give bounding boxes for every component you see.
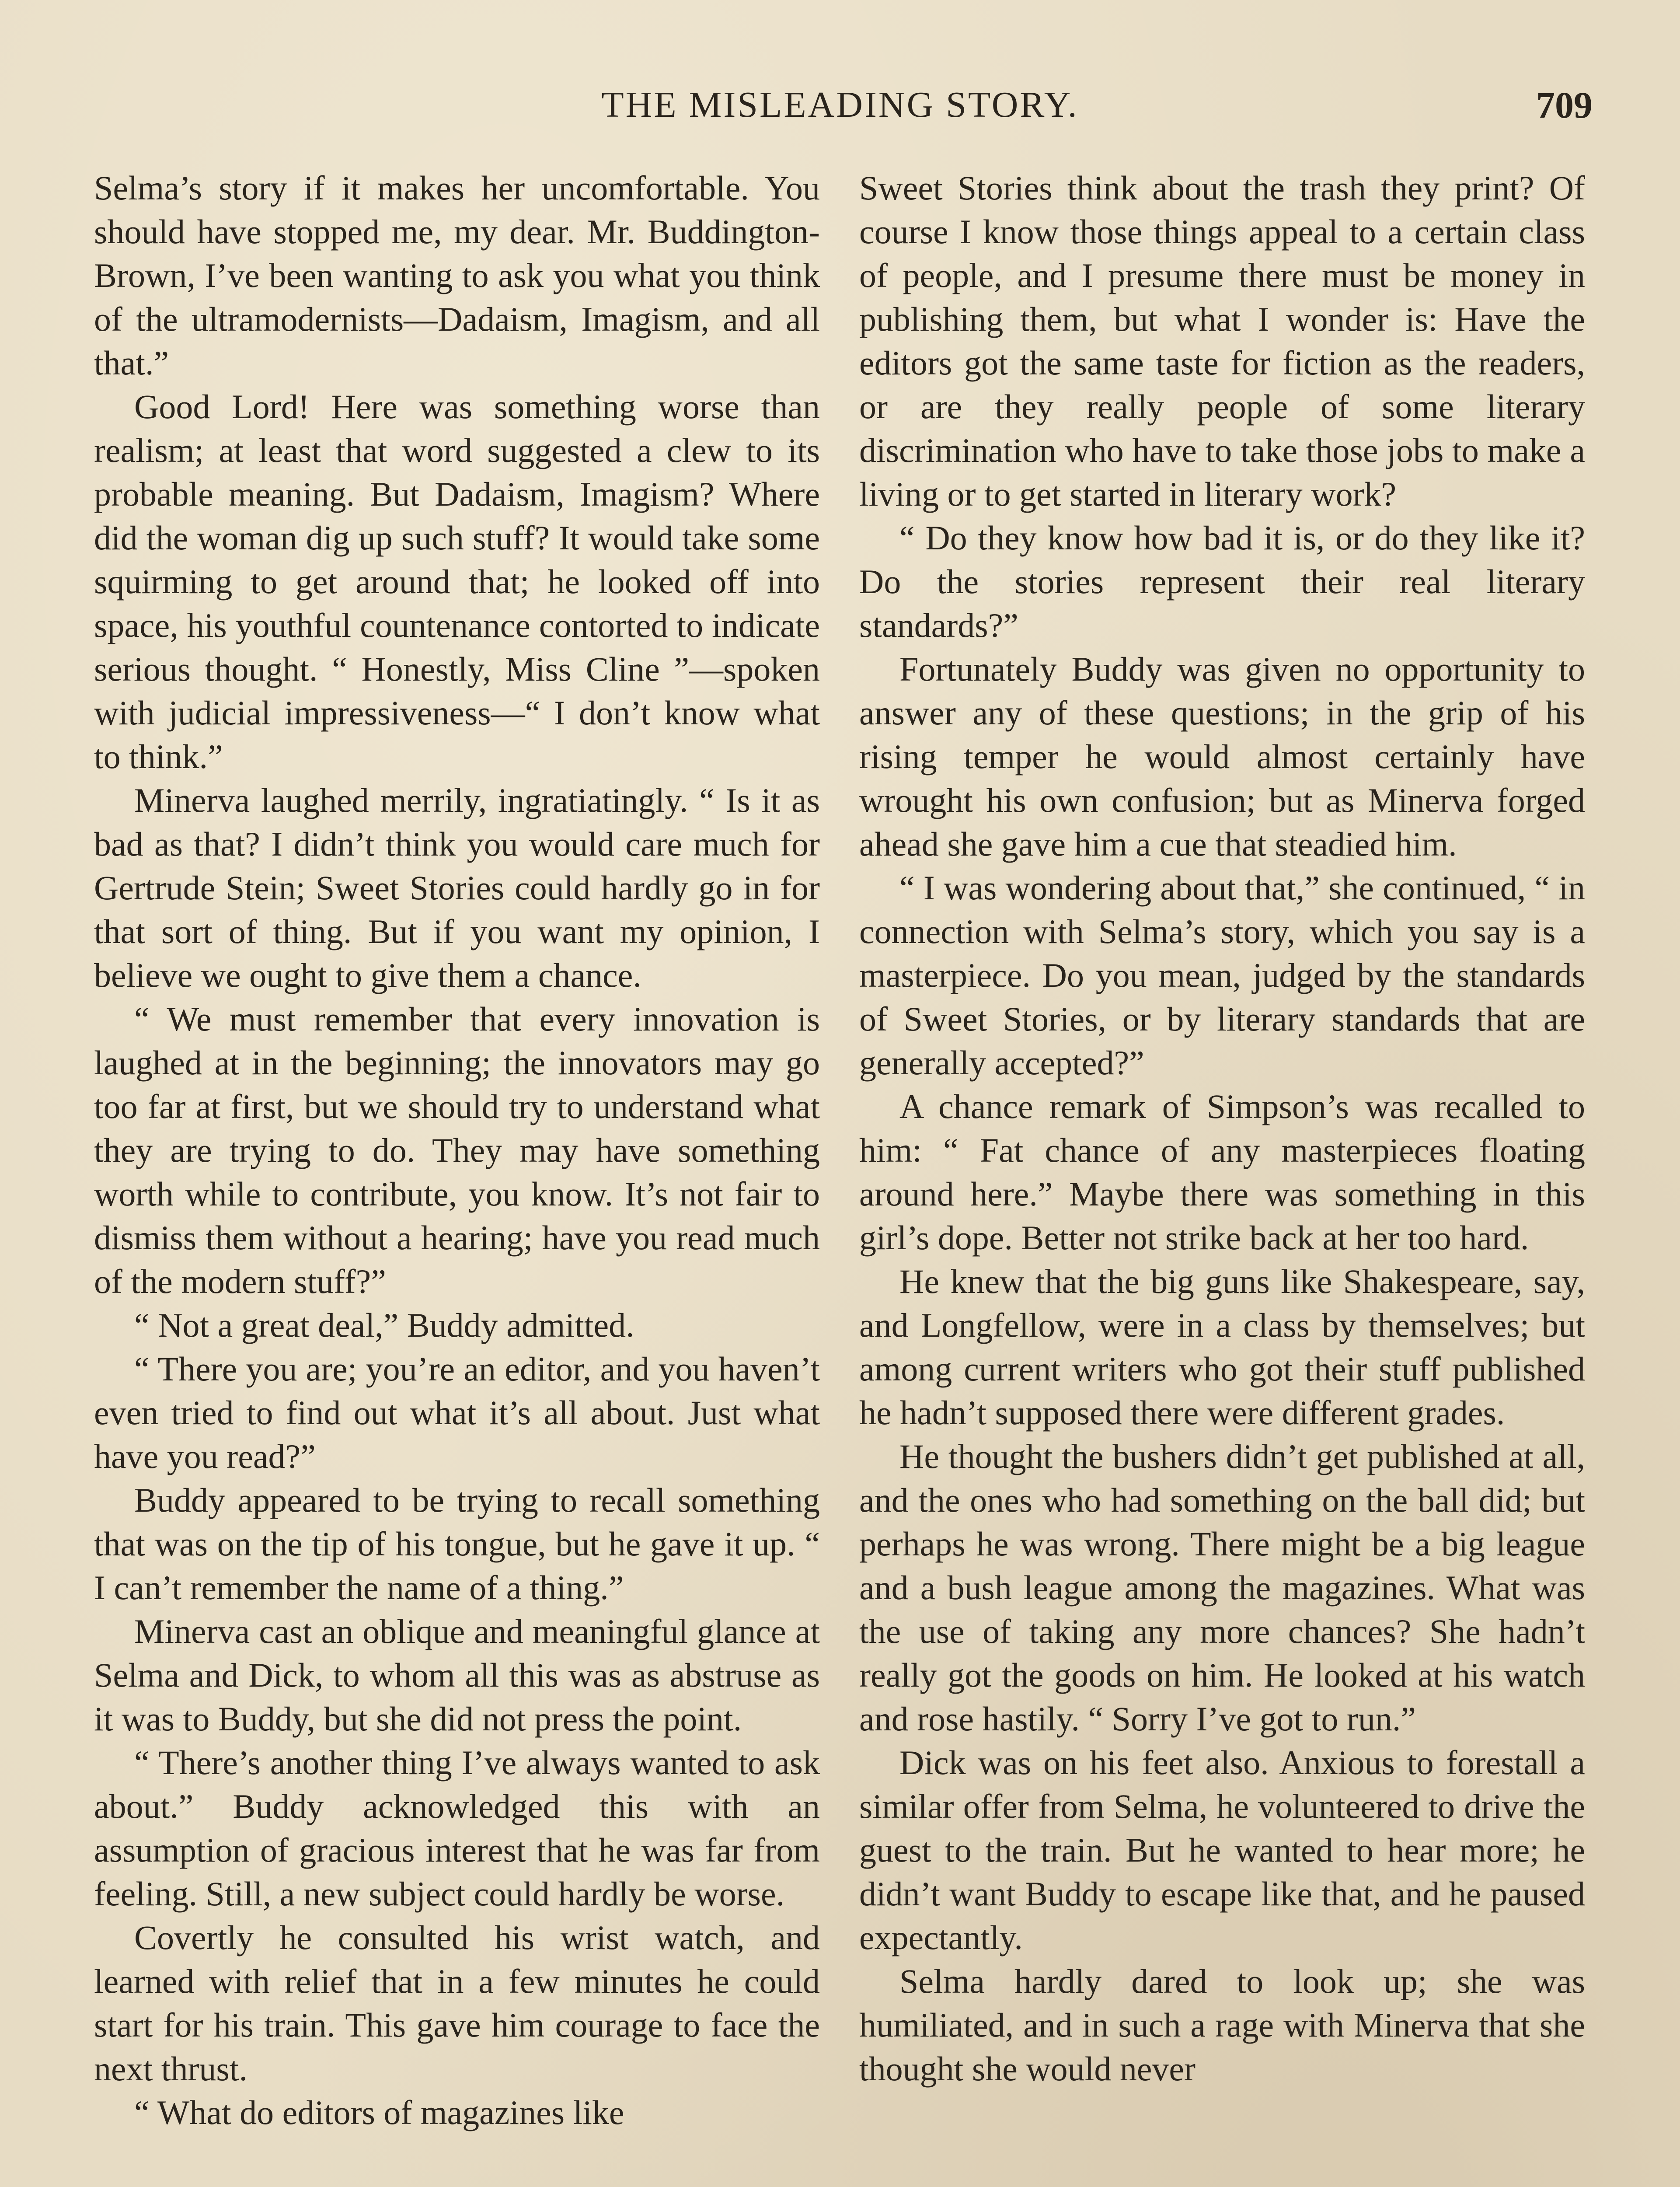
paragraph: Selma hardly dared to look up; she was humiliated, and in such a rage with Minerva that she thought she would never [859, 1962, 1585, 2088]
paragraph: “ There you are; you’re an editor, and you haven’t even tried to find out what it’s all about. Just what have you read?” [94, 1350, 820, 1475]
paragraph: Selma’s story if it makes her uncomfortable. You should have stopped me, my dear. Mr. Buddington-Brown, I’ve been wanting to ask you what you think of the ultramodernists—Dadaism, Imagism, and all that.” [94, 169, 820, 382]
paragraph: Covertly he consulted his wrist watch, and learned with relief that in a few minutes he could start for his train. This gave him courage to face the next thrust. [94, 1918, 820, 2088]
paragraph: Minerva cast an oblique and meaningful glance at Selma and Dick, to whom all this was as abstruse as it was to Buddy, but she did not press the point. [94, 1612, 820, 1738]
paragraph: He thought the bushers didn’t get published at all, and the ones who had something on the ball did; but perhaps he was wrong. There might be a big league and a bush league among the magazines. What was the use of taking any more chances? She hadn’t really got the goods on him. He looked at his watch and rose hastily. “ Sorry I’ve got to run.” [859, 1437, 1585, 1738]
paragraph: Good Lord! Here was something worse than realism; at least that word suggested a clew to its probable meaning. But Dadaism, Imagism? Where did the woman dig up such stuff? It would take some squirming to get around that; he looked off into space, his youthful countenance contorted to indicate serious thought. “ Honestly, Miss Cline ”—spoken with judicial impressiveness—“ I don’t know what to think.” [94, 388, 820, 776]
paragraph: “ Do they know how bad it is, or do they like it? Do the stories represent their real literary standards?” [859, 519, 1585, 644]
paragraph: “ I was wondering about that,” she continued, “ in connection with Selma’s story, which you say is a masterpiece. Do you mean, judged by the standards of Sweet Stories, or by literary standards that are generally accepted?” [859, 869, 1585, 1082]
paragraph: “ Not a great deal,” Buddy admitted. [134, 1306, 634, 1344]
paragraph: He knew that the big guns like Shakespeare, say, and Longfellow, were in a class by themselves; but among current writers who got their stuff published he hadn’t supposed there were different grades. [859, 1262, 1585, 1432]
paragraph: “ What do editors of magazines like [134, 2093, 624, 2131]
left-column [94, 166, 820, 2187]
paragraph: Sweet Stories think about the trash they print? Of course I know those things appeal to a certain class of people, and I presume there must be money in publishing them, but what I wonder is: Have the editors got the same taste for fiction as the readers, or are they really people of some literary discrimination who have to take those jobs to make a living or to get started in literary work? [859, 169, 1585, 513]
page-number: 709 [1536, 84, 1593, 126]
page-header [0, 79, 1680, 131]
paragraph: Fortunately Buddy was given no opportunity to answer any of these questions; in the grip of his rising temper he would almost certainly have wrought his own confusion; but as Minerva forged ahead she gave him a cue that steadied him. [859, 650, 1585, 863]
paragraph: Minerva laughed merrily, ingratiatingly. “ Is it as bad as that? I didn’t think you would care much for Gertrude Stein; Sweet Stories could hardly go in for that sort of thing. But if you want my opinion, I believe we ought to give them a chance. [94, 781, 820, 994]
right-column [859, 166, 1585, 2187]
paragraph: Dick was on his feet also. Anxious to forestall a similar offer from Selma, he volunteered to drive the guest to the train. But he wanted to hear more; he didn’t want Buddy to escape like that, and he paused expectantly. [859, 1743, 1585, 1956]
paragraph: “ We must remember that every innovation is laughed at in the beginning; the innovators may go too far at first, but we should try to understand what they are trying to do. They may have something worth while to contribute, you know. It’s not fair to dismiss them without a hearing; have you read much of the modern stuff?” [94, 1000, 820, 1300]
running-title: THE MISLEADING STORY. [601, 84, 1079, 125]
paragraph: A chance remark of Simpson’s was recalled to him: “ Fat chance of any masterpieces floating around here.” Maybe there was something in this girl’s dope. Better not strike back at her too hard. [859, 1087, 1585, 1257]
paragraph: “ There’s another thing I’ve always wanted to ask about.” Buddy acknowledged this with an assumption of gracious interest that he was far from feeling. Still, a new subject could hardly be worse. [94, 1743, 820, 1913]
paragraph: Buddy appeared to be trying to recall something that was on the tip of his tongue, but he gave it up. “ I can’t remember the name of a thing.” [94, 1481, 820, 1607]
